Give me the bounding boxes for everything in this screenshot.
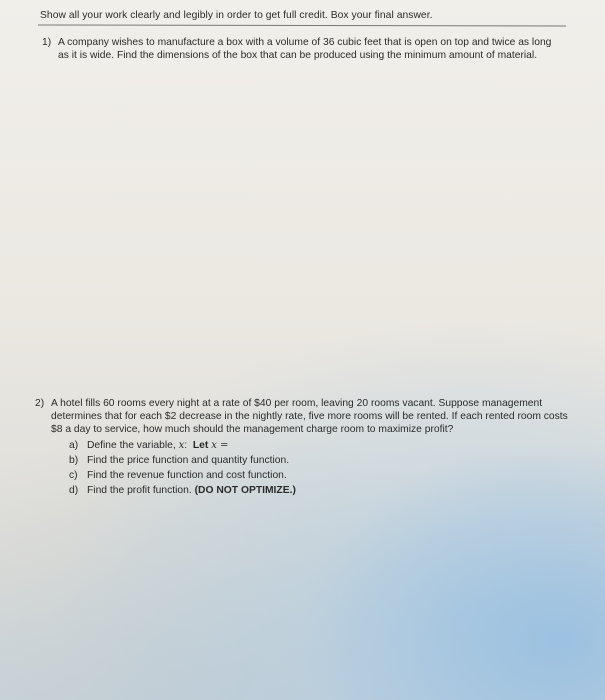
subpart-a-text: Define the variable, [87, 440, 176, 451]
problem-1-number: 1) [42, 37, 52, 48]
subpart-d-text: Find the profit function. [87, 485, 192, 496]
problem-1-text: A company wishes to manufacture a box with a volume of 36 cubic feet that is open on top and twice as long as it is wide. Find the dimensions of the box that can be produced using the minimum amount of material. [58, 37, 552, 61]
subpart-a [69, 438, 570, 453]
subpart-b [69, 453, 570, 468]
subpart-b-text: Find the price function and quantity function. [87, 455, 290, 466]
subpart-a-letter: a) [69, 440, 79, 451]
subpart-d-emphasis: (DO NOT OPTIMIZE.) [194, 485, 296, 496]
problem-1 [42, 36, 557, 62]
problem-2 [35, 397, 570, 498]
instructions-header: Show all your work clearly and legibly in order to get full credit. Box your final answer. [40, 10, 433, 21]
header-rule [38, 24, 566, 26]
subpart-a-let-label: Let [192, 440, 209, 451]
subpart-c-text: Find the revenue function and cost function. [87, 470, 287, 481]
problem-2-text: A hotel fills 60 rooms every night at a rate of $40 per room, leaving 20 rooms vacant. Suppose management determines that for each $2 decrease in the nightly rate, five more rooms will be rented. If each rented room costs $8 a day to service, how much should the management charge room to maximize profit? [51, 398, 568, 435]
subpart-c-letter: c) [69, 470, 78, 481]
subpart-a-let-expr: x = [211, 440, 229, 451]
problem-2-subparts [35, 438, 570, 498]
subpart-a-var: x [178, 440, 185, 451]
subpart-d-letter: d) [69, 485, 79, 496]
subpart-d [69, 483, 570, 498]
problem-2-number: 2) [35, 398, 45, 409]
subpart-b-letter: b) [69, 455, 79, 466]
subpart-c [69, 468, 570, 483]
subpart-a-colon: : [184, 440, 188, 451]
